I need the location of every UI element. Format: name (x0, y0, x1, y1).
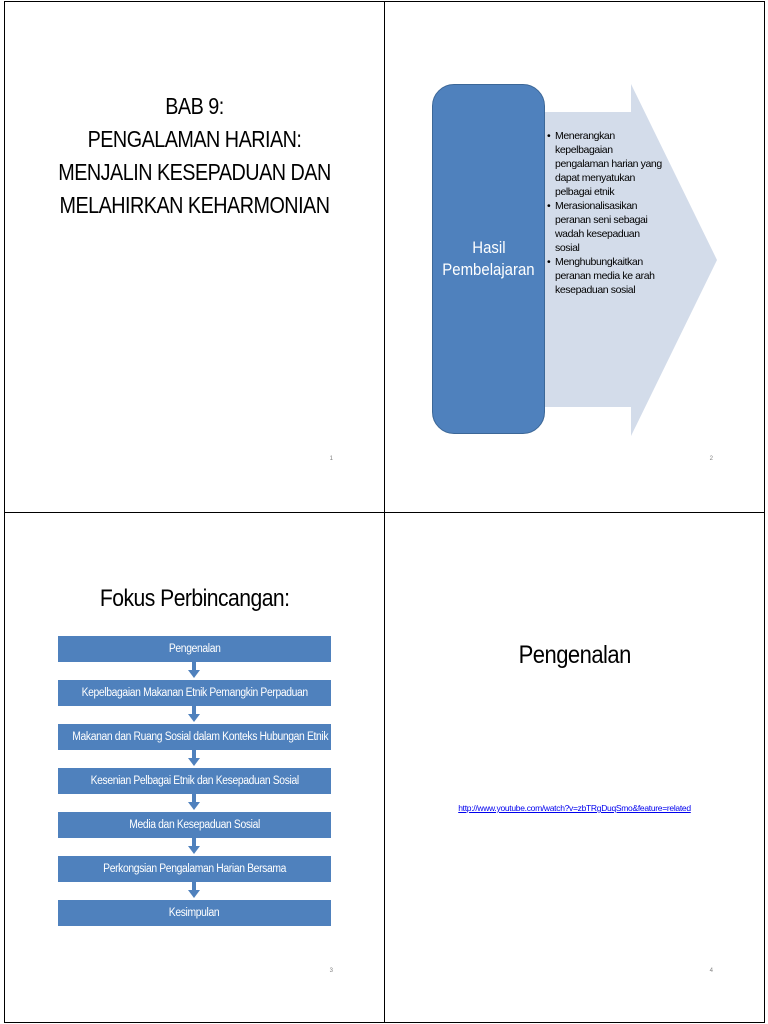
learning-outcome-list (547, 129, 665, 297)
flow-step (58, 724, 331, 750)
slide-number: 4 (709, 968, 713, 974)
learning-outcome-box-line: Hasil (471, 238, 506, 257)
slide-2 (384, 1, 765, 513)
down-arrow-icon (188, 705, 200, 723)
slide-number: 2 (709, 456, 713, 462)
flow-step (58, 856, 331, 882)
chapter-title (32, 90, 358, 222)
down-arrow-icon (188, 661, 200, 679)
down-arrow-icon (188, 793, 200, 811)
flow-step (58, 900, 331, 926)
chapter-title-line: BAB 9: (165, 93, 224, 119)
down-arrow-icon (188, 749, 200, 767)
slide-1 (4, 1, 385, 513)
flow-step-label: Media dan Kesepaduan Sosial (129, 819, 260, 831)
flow-step (58, 812, 331, 838)
chapter-title-line: MELAHIRKAN KEHARMONIAN (59, 192, 330, 218)
slide-3 (4, 512, 385, 1023)
chapter-title-line: PENGALAMAN HARIAN: (87, 126, 302, 152)
slide-title (385, 641, 764, 670)
chapter-title-line: MENJALIN KESEPADUAN DAN (58, 159, 331, 185)
learning-outcome-box-line: Pembelajaran (442, 260, 535, 279)
down-arrow-icon (188, 837, 200, 855)
slide-title-text: Fokus Perbincangan: (99, 585, 290, 612)
flow-step-label: Perkongsian Pengalaman Harian Bersama (103, 863, 286, 875)
flow-step (58, 636, 331, 662)
slide-number: 3 (329, 968, 333, 974)
slide-title-text: Pengenalan (518, 641, 631, 669)
slide-4 (384, 512, 765, 1023)
flow-step-label: Makanan dan Ruang Sosial dalam Konteks Hubungan Etnik (72, 731, 329, 743)
slide-title (5, 585, 384, 613)
list-item: • Menghubungkaitkan peranan media ke arah kesepaduan sosial (547, 255, 665, 297)
flow-step-label: Kepelbagaian Makanan Etnik Pemangkin Perpaduan (81, 687, 308, 699)
list-item: • Merasionalisasikan peranan seni sebagai wadah kesepaduan sosial (547, 199, 665, 255)
youtube-link[interactable]: http://www.youtube.com/watch?v=zbTRgDuqSmo&feature=related (458, 803, 691, 813)
learning-outcome-box (432, 84, 545, 434)
flow-step-label: Pengenalan (168, 643, 221, 655)
flow-step (58, 680, 331, 706)
flow-step-label: Kesenian Pelbagai Etnik dan Kesepaduan Sosial (90, 775, 299, 787)
flow-step (58, 768, 331, 794)
flow-step-label: Kesimpulan (169, 907, 220, 919)
down-arrow-icon (188, 881, 200, 899)
list-item: • Menerangkan kepelbagaian pengalaman harian yang dapat menyatukan pelbagai etnik (547, 129, 665, 199)
slide-number: 1 (329, 456, 333, 462)
